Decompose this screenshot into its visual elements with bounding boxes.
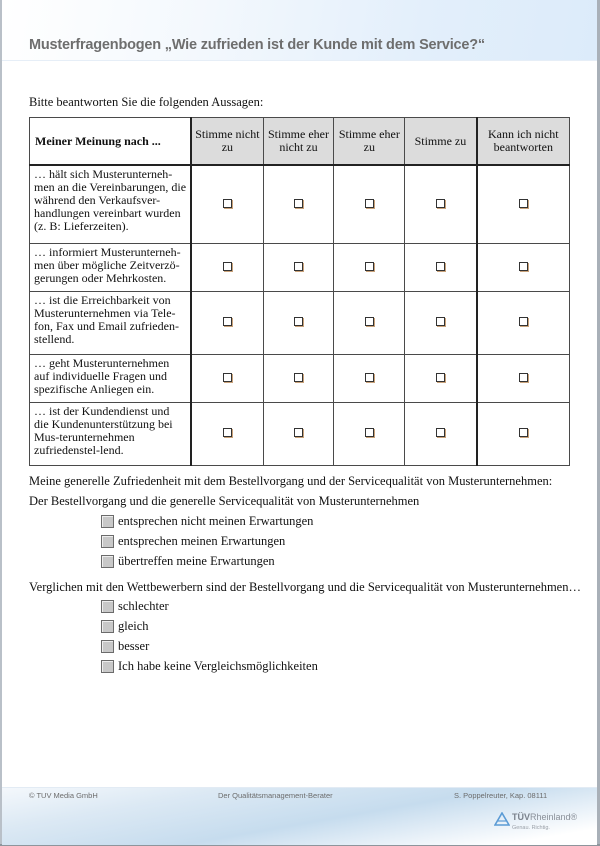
- table-row: [30, 354, 570, 402]
- checkbox-icon[interactable]: [294, 262, 303, 271]
- rating-cell: [263, 165, 334, 243]
- checkbox-icon[interactable]: [365, 317, 374, 326]
- footer-copyright: © TUV Media GmbH: [29, 791, 98, 800]
- checkbox-icon[interactable]: [294, 373, 303, 382]
- satisfaction-option[interactable]: [101, 511, 313, 531]
- rating-cell: [191, 243, 263, 291]
- rating-cell: [477, 291, 570, 354]
- satisfaction-option[interactable]: [101, 551, 313, 571]
- rating-cell: [405, 243, 477, 291]
- satisfaction-options: [101, 511, 313, 571]
- checkbox-icon[interactable]: [519, 262, 528, 271]
- option-label: schlechter: [118, 598, 169, 613]
- rating-cell: [477, 243, 570, 291]
- checkbox-icon[interactable]: [436, 317, 445, 326]
- column-header: Stimme zu: [405, 118, 477, 166]
- column-header: Meiner Meinung nach ...: [30, 118, 192, 166]
- column-header: Stimme eher nicht zu: [263, 118, 334, 166]
- rating-cell: [191, 291, 263, 354]
- comparison-option[interactable]: [101, 636, 318, 656]
- logo-slogan: Genau. Richtig.: [512, 825, 550, 831]
- checkbox-icon[interactable]: [101, 660, 114, 673]
- rating-cell: [191, 354, 263, 402]
- checkbox-icon[interactable]: [294, 199, 303, 208]
- rating-cell: [334, 243, 405, 291]
- checkbox-icon[interactable]: [519, 317, 528, 326]
- checkbox-icon[interactable]: [365, 428, 374, 437]
- table-header-row: [30, 118, 570, 166]
- checkbox-icon[interactable]: [101, 515, 114, 528]
- statement-cell: … hält sich Musterunterneh-men an die Vereinbarungen, die während den Verkaufsver-handlungen vereinbart wurden (z. B: Lieferzeiten).: [30, 165, 192, 243]
- column-header: Stimme eher zu: [334, 118, 405, 166]
- statement-cell: … geht Musterunternehmen auf individuelle Fragen und spezifische Anliegen ein.: [30, 354, 192, 402]
- checkbox-icon[interactable]: [519, 373, 528, 382]
- table-row: [30, 402, 570, 465]
- tuv-rheinland-logo: [494, 812, 578, 831]
- rating-cell: [263, 402, 334, 465]
- rating-cell: [477, 402, 570, 465]
- triangle-logo-icon: [494, 812, 510, 826]
- checkbox-icon[interactable]: [519, 199, 528, 208]
- checkbox-icon[interactable]: [101, 555, 114, 568]
- checkbox-icon[interactable]: [101, 620, 114, 633]
- footer-publication: Der Qualitätsmanagement-Berater: [218, 791, 333, 800]
- intro-text: Bitte beantworten Sie die folgenden Aussagen:: [29, 95, 264, 109]
- rating-cell: [263, 291, 334, 354]
- comparison-option[interactable]: [101, 596, 318, 616]
- rating-cell: [334, 402, 405, 465]
- option-label: Ich habe keine Vergleichsmöglichkeiten: [118, 658, 318, 673]
- statement-cell: … ist die Erreichbarkeit von Musterunternehmen via Tele-fon, Fax und Email zufrieden-stellend.: [30, 291, 192, 354]
- comparison-options: [101, 596, 318, 676]
- statement-cell: … informiert Musterunterneh-men über mögliche Zeitverzö-gerungen oder Mehrkosten.: [30, 243, 192, 291]
- checkbox-icon[interactable]: [101, 640, 114, 653]
- rating-cell: [191, 402, 263, 465]
- comparison-option[interactable]: [101, 616, 318, 636]
- statement-cell: … ist der Kundendienst und die Kundenunterstützung bei Mus-terunternehmen zufriedenstel-lend.: [30, 402, 192, 465]
- satisfaction-option[interactable]: [101, 531, 313, 551]
- rating-cell: [405, 402, 477, 465]
- survey-table: [29, 117, 570, 466]
- rating-cell: [405, 165, 477, 243]
- rating-cell: [477, 354, 570, 402]
- rating-cell: [334, 165, 405, 243]
- table-row: [30, 243, 570, 291]
- checkbox-icon[interactable]: [223, 373, 232, 382]
- checkbox-icon[interactable]: [436, 262, 445, 271]
- checkbox-icon[interactable]: [223, 199, 232, 208]
- rating-cell: [334, 291, 405, 354]
- checkbox-icon[interactable]: [436, 199, 445, 208]
- checkbox-icon[interactable]: [294, 317, 303, 326]
- comparison-option[interactable]: [101, 656, 318, 676]
- logo-brand: [512, 812, 577, 822]
- option-label: gleich: [118, 618, 149, 633]
- checkbox-icon[interactable]: [436, 373, 445, 382]
- rating-cell: [191, 165, 263, 243]
- rating-cell: [405, 354, 477, 402]
- satisfaction-heading: Meine generelle Zufriedenheit mit dem Bestellvorgang und der Servicequalität von Musterunternehmen:: [29, 474, 553, 488]
- checkbox-icon[interactable]: [223, 317, 232, 326]
- rating-cell: [405, 291, 477, 354]
- checkbox-icon[interactable]: [101, 535, 114, 548]
- checkbox-icon[interactable]: [223, 428, 232, 437]
- checkbox-icon[interactable]: [101, 600, 114, 613]
- checkbox-icon[interactable]: [365, 373, 374, 382]
- column-header: Kann ich nicht beantworten: [477, 118, 570, 166]
- checkbox-icon[interactable]: [365, 199, 374, 208]
- checkbox-icon[interactable]: [294, 428, 303, 437]
- checkbox-icon[interactable]: [223, 262, 232, 271]
- option-label: übertreffen meine Erwartungen: [118, 553, 275, 568]
- rating-cell: [477, 165, 570, 243]
- rating-cell: [263, 243, 334, 291]
- table-row: [30, 165, 570, 243]
- page-frame-left: [0, 0, 2, 846]
- checkbox-icon[interactable]: [436, 428, 445, 437]
- checkbox-icon[interactable]: [519, 428, 528, 437]
- satisfaction-question: Der Bestellvorgang und die generelle Servicequalität von Musterunternehmen: [29, 494, 420, 508]
- rating-cell: [334, 354, 405, 402]
- rating-cell: [263, 354, 334, 402]
- option-label: entsprechen nicht meinen Erwartungen: [118, 513, 314, 528]
- checkbox-icon[interactable]: [365, 262, 374, 271]
- option-label: besser: [118, 638, 150, 653]
- logo-brand-rest: Rheinland®: [530, 812, 578, 822]
- table-row: [30, 291, 570, 354]
- option-label: entsprechen meinen Erwartungen: [118, 533, 286, 548]
- document-title: Musterfragenbogen „Wie zufrieden ist der Kunde mit dem Service?“: [29, 37, 485, 53]
- logo-brand-bold: TÜV: [512, 812, 530, 822]
- footer-author: S. Poppelreuter, Kap. 08111: [454, 791, 548, 800]
- column-header: Stimme nicht zu: [191, 118, 263, 166]
- comparison-question: Verglichen mit den Wettbewerbern sind der Bestellvorgang und die Servicequalität von Musterunternehmen…: [29, 580, 581, 594]
